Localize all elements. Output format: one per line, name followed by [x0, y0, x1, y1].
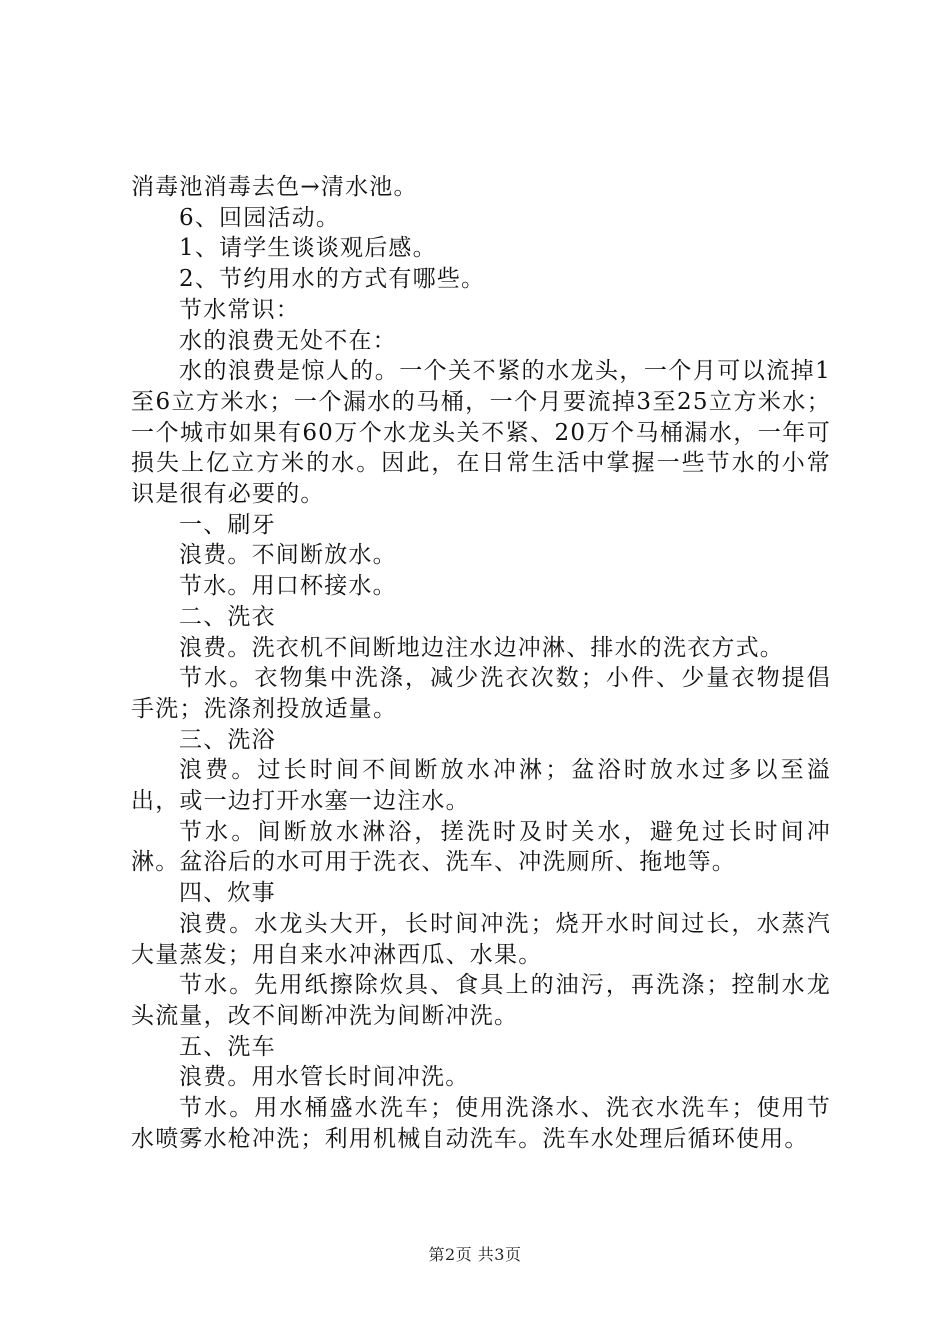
- paragraph: 节水。用口杯接水。: [179, 573, 397, 600]
- paragraph: 节水。衣物集中洗涤，减少洗衣次数；小件、少量衣物提倡手洗；洗涤剂投放适量。: [131, 665, 831, 722]
- paragraph: 2、节约用水的方式有哪些。: [179, 266, 486, 293]
- paragraph: 浪费。不间断放水。: [179, 542, 397, 569]
- paragraph: 1、请学生谈谈观后感。: [179, 235, 437, 262]
- section-heading: 二、洗衣: [179, 603, 276, 630]
- section-heading: 五、洗车: [179, 1033, 276, 1060]
- section-heading: 三、洗浴: [179, 726, 276, 753]
- paragraph: 水的浪费无处不在：: [179, 327, 397, 354]
- document-body: [131, 172, 831, 1155]
- section-heading: 四、炊事: [179, 880, 276, 907]
- paragraph: 消毒池消毒去色→清水池。: [131, 174, 418, 200]
- paragraph: 浪费。用水管长时间冲洗。: [179, 1064, 470, 1091]
- paragraph: 6、回园活动。: [179, 204, 341, 231]
- paragraph: 水的浪费是惊人的。一个关不紧的水龙头，一个月可以流掉1至6立方米水；一个漏水的马桶，一个月要流掉3至25立方米水；一个城市如果有60万个水龙头关不紧、20万个马桶漏水，一年可损失上亿立方米的水。因此，在日常生活中掌握一些节水的小常识是很有必要的。: [131, 358, 831, 508]
- page-footer: [0, 1242, 950, 1265]
- section-heading: 一、刷牙: [179, 511, 276, 538]
- paragraph: 浪费。洗衣机不间断地边注水边冲淋、排水的洗衣方式。: [179, 634, 784, 661]
- paragraph: 节水常识：: [179, 296, 300, 323]
- paragraph: 节水。用水桶盛水洗车；使用洗涤水、洗衣水洗车；使用节水喷雾水枪冲洗；利用机械自动洗车。洗车水处理后循环使用。: [131, 1095, 831, 1152]
- paragraph: 节水。先用纸擦除炊具、食具上的油污，再洗涤；控制水龙头流量，改不间断冲洗为间断冲洗。: [131, 972, 831, 1029]
- page-number: 第2页 共3页: [428, 1245, 522, 1264]
- paragraph: 浪费。过长时间不间断放水冲淋；盆浴时放水过多以至溢出，或一边打开水塞一边注水。: [131, 757, 831, 815]
- paragraph: 浪费。水龙头大开，长时间冲洗；烧开水时间过长，水蒸汽大量蒸发；用自来水冲淋西瓜、水果。: [131, 910, 831, 968]
- paragraph: 节水。间断放水淋浴，搓洗时及时关水，避免过长时间冲淋。盆浴后的水可用于洗衣、洗车、冲洗厕所、拖地等。: [131, 818, 831, 876]
